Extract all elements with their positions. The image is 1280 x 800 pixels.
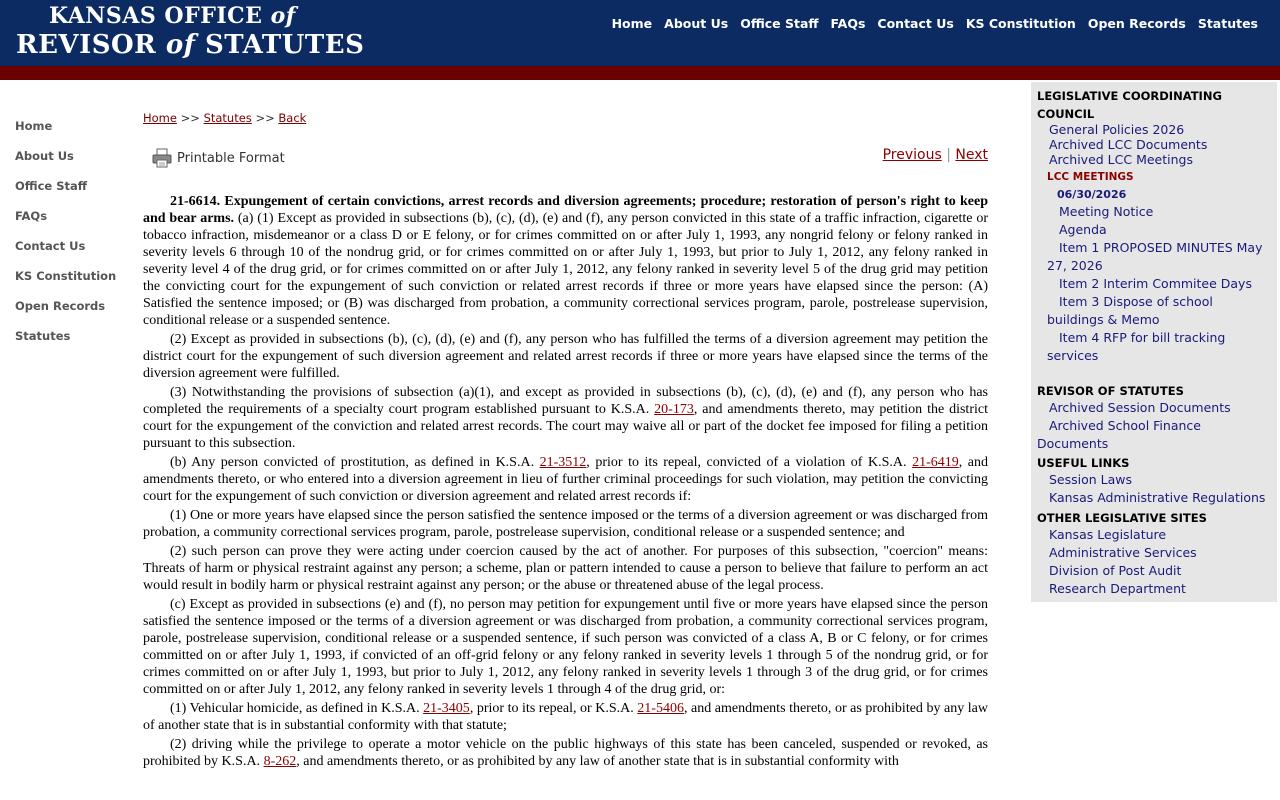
meeting-date: 06/30/2026 (1057, 188, 1127, 201)
kansas-legislature-link[interactable]: Kansas Legislature (1049, 527, 1167, 542)
lcc-heading: LEGISLATIVE COORDINATING (1037, 89, 1222, 103)
kar-link[interactable]: Kansas Administrative Regulations (1049, 490, 1266, 505)
leftnav-office-staff[interactable]: Office Staff (15, 179, 88, 193)
agenda-link[interactable]: Agenda (1059, 222, 1107, 237)
topnav-home[interactable]: Home (611, 16, 653, 31)
statute-text-run: , and amendments thereto, or as prohibited by any law of another state that is in substantial conformity with that statute; (143, 701, 988, 733)
breadcrumb-statutes-link[interactable]: Statutes (203, 111, 252, 125)
statute-link-21-6419[interactable]: 21-6419 (912, 455, 959, 470)
leftnav-ks-constitution[interactable]: KS Constitution (15, 269, 117, 283)
topnav-contact-us[interactable]: Contact Us (877, 16, 954, 31)
statute-heading: 21-6614. Expungement of certain convictions, arrest records and diversion agreements; procedure; restoration of person's right to keep and bear arms. (143, 194, 988, 226)
archived-session-documents-link[interactable]: Archived Session Documents (1049, 400, 1231, 415)
statute-paragraph: (1) One or more years have elapsed since the person satisfied the sentence imposed or the terms of a diversion agreement or was discharged from probation, a community correctional services program, parole, postrelease supervision, conditional release or a suspended sentence; and (143, 508, 988, 540)
item2-link[interactable]: Item 2 Interim Commitee Days (1059, 276, 1252, 291)
logo-text: of (270, 3, 296, 29)
statute-link-20-173[interactable]: 20-173 (654, 402, 694, 417)
research-department-link[interactable]: Research Department (1049, 581, 1186, 596)
session-laws-link[interactable]: Session Laws (1049, 472, 1133, 487)
revisor-heading: REVISOR OF STATUTES (1037, 384, 1184, 398)
statute-text (143, 193, 988, 770)
breadcrumb-home-link[interactable]: Home (143, 111, 177, 125)
statute-text-run: (3) Notwithstanding the provisions of subsection (a)(1), and except as provided in subsections (b), (c), (d), (e) and (f), any person who has completed the requirements of a specialty court program established pursuant to K.S.A. (143, 385, 988, 417)
printable-format-link[interactable] (151, 147, 285, 169)
statute-text-run: (a) (1) Except as provided in subsections (b), (c), (d), (e) and (f), any person convicted in this state of a traffic infraction, cigarette or tobacco infraction, misdemeanor or a class D or E felony, or for crimes committed on or after July 1, 1993, any nongrid felony or felony ranked in severity levels 6 through 10 of the nondrug grid, or for crimes committed on or after July 1, 1993, but prior to July 1, 2012, any felony ranked in severity level 4 of the drug grid, or for crimes committed on or after July 1, 2012, any felony ranked in severity level 5 of the drug grid may petition the convicting court for the expungement of such conviction or related arrest records if three or more years have elapsed since the person: (A) Satisfied the sentence imposed; or (B) was discharged from probation, a community correctional services program, parole, postrelease supervision, conditional release or a suspended sentence. (143, 211, 988, 328)
statute-paragraph: (2) such person can prove they were acting under coercion caused by the act of another. For purposes of this subsection, "coercion" means: Threats of harm or physical restraint against any person; a scheme, plan or pattern intended to cause a person to believe that failure to perform an act would result in bodily harm or physical restraint against any person; or the abuse or threatened abuse of the legal process. (143, 544, 988, 593)
other-sites-heading: OTHER LEGISLATIVE SITES (1037, 511, 1207, 525)
statute-text-run: , and amendments thereto, or as prohibited by any law of another state that is in substantial conformity with (296, 754, 899, 769)
statute-link-21-3405[interactable]: 21-3405 (423, 701, 470, 716)
left-navigation (15, 118, 135, 358)
meeting-notice-link[interactable]: Meeting Notice (1059, 204, 1154, 219)
statute-text-run: , and amendments thereto, or who entered into a diversion agreement in lieu of further criminal proceedings for such violation, may petition the convicting court for the expungement of such conviction or diversion agreement and related arrest records if: (143, 455, 988, 504)
statute-paragraph (143, 736, 988, 770)
statute-text-run: , and amendments thereto, may petition the district court for the expungement of the conviction and related arrest records. The court may waive all or part of the docket fee imposed for filing a petition pursuant to this subsection. (143, 402, 988, 451)
leftnav-open-records[interactable]: Open Records (15, 299, 106, 313)
topnav-statutes[interactable]: Statutes (1197, 16, 1258, 31)
statute-paragraph (143, 700, 988, 734)
breadcrumb (143, 111, 988, 125)
leftnav-statutes[interactable]: Statutes (15, 329, 71, 343)
header-accent-bar (0, 66, 1280, 80)
lcc-meetings-heading: LCC MEETINGS (1047, 171, 1134, 183)
topnav-office-staff[interactable]: Office Staff (740, 16, 819, 31)
logo-text: of (165, 30, 196, 60)
administrative-services-link[interactable]: Administrative Services (1049, 545, 1197, 560)
statute-text-run: (1) Vehicular homicide, as defined in K.S.A. (170, 701, 424, 716)
item4-link[interactable]: services (1047, 348, 1099, 363)
logo-text: REVISOR (16, 30, 157, 60)
statute-text-run: , prior to its repeal, or K.S.A. (469, 701, 638, 716)
statute-link-21-3512[interactable]: 21-3512 (539, 455, 587, 470)
prev-next-separator: | (946, 147, 951, 163)
breadcrumb-separator: >> (180, 111, 200, 125)
leftnav-home[interactable]: Home (15, 119, 53, 133)
archived-school-finance-link[interactable]: Documents (1037, 436, 1109, 451)
leftnav-about-us[interactable]: About Us (15, 149, 74, 163)
archived-lcc-meetings-link[interactable]: Archived LCC Meetings (1049, 152, 1193, 167)
topnav-faqs[interactable]: FAQs (830, 16, 866, 31)
archived-school-finance-link[interactable]: Archived School Finance (1049, 418, 1201, 433)
print-row (143, 141, 988, 181)
statute-text-run: (b) Any person convicted of prostitution, as defined in K.S.A. (170, 455, 540, 470)
statute-link-8-262[interactable]: 8-262 (263, 754, 297, 769)
item1-link[interactable]: Item 1 PROPOSED MINUTES May (1059, 240, 1263, 255)
statute-paragraph (143, 454, 988, 505)
logo-text: STATUTES (204, 30, 365, 60)
leftnav-contact-us[interactable]: Contact Us (15, 239, 86, 253)
right-sidebar (1031, 82, 1277, 602)
prev-next-nav (883, 147, 988, 163)
useful-links-heading: USEFUL LINKS (1037, 456, 1130, 470)
post-audit-link[interactable]: Division of Post Audit (1049, 563, 1182, 578)
topnav-about-us[interactable]: About Us (664, 16, 729, 31)
logo-text: KANSAS OFFICE (49, 3, 263, 29)
item1-link[interactable]: 27, 2026 (1047, 258, 1103, 273)
leftnav-faqs[interactable]: FAQs (15, 209, 48, 223)
statute-paragraph (143, 384, 988, 452)
general-policies-link[interactable]: General Policies 2026 (1049, 122, 1185, 137)
topnav-open-records[interactable]: Open Records (1087, 16, 1186, 31)
printer-icon (151, 147, 173, 169)
statute-paragraph: (c) Except as provided in subsections (e) and (f), no person may petition for expungement until five or more years have elapsed since the person satisfied the sentence imposed or the terms of a diversion agreement or was discharged from probation, a community correctional services program, parole, postrelease supervision, conditional release or a suspended sentence, if such person was convicted of a class A, B or C felony, or for crimes committed on or after July 1, 1993, if convicted of an off-grid felony or any felony ranked in severity levels 1 through 5 of the nondrug grid, or for crimes committed on or after July 1, 1993, but prior to July 1, 2012, any felony ranked in severity levels 1 through 3 of the drug grid, or for crimes committed on or after July 1, 2012, any felony ranked in severity levels 1 through 4 of the drug grid, or: (143, 597, 988, 697)
next-link[interactable]: Next (955, 147, 988, 163)
breadcrumb-separator: >> (255, 111, 275, 125)
archived-lcc-documents-link[interactable]: Archived LCC Documents (1049, 137, 1208, 152)
lcc-heading: COUNCIL (1037, 107, 1095, 121)
item4-link[interactable]: Item 4 RFP for bill tracking (1059, 330, 1226, 345)
item3-link[interactable]: Item 3 Dispose of school (1059, 294, 1213, 309)
printable-format-label: Printable Format (177, 150, 285, 166)
site-header (0, 0, 1280, 66)
statute-text-run: (2) driving while the privilege to operate a motor vehicle on the public highways of this state has been canceled, suspended or revoked, as prohibited by K.S.A. (143, 737, 988, 769)
statute-paragraph (143, 193, 988, 329)
previous-link[interactable]: Previous (882, 147, 942, 163)
top-navigation (612, 16, 1258, 31)
statute-text-run: , prior to its repeal, convicted of a violation of K.S.A. (586, 455, 913, 470)
statute-paragraph: (2) Except as provided in subsections (b), (c), (d), (e) and (f), any person who has fulfilled the terms of a diversion agreement may petition the district court for the expungement of such diversion agreement and related arrest records if three or more years have elapsed since the terms of the diversion agreement were fulfilled. (143, 332, 988, 381)
statute-link-21-5406[interactable]: 21-5406 (637, 701, 684, 716)
item3-link[interactable]: buildings & Memo (1047, 312, 1160, 327)
breadcrumb-back-link[interactable]: Back (278, 111, 307, 125)
main-content (143, 111, 988, 772)
topnav-ks-constitution[interactable]: KS Constitution (965, 16, 1076, 31)
